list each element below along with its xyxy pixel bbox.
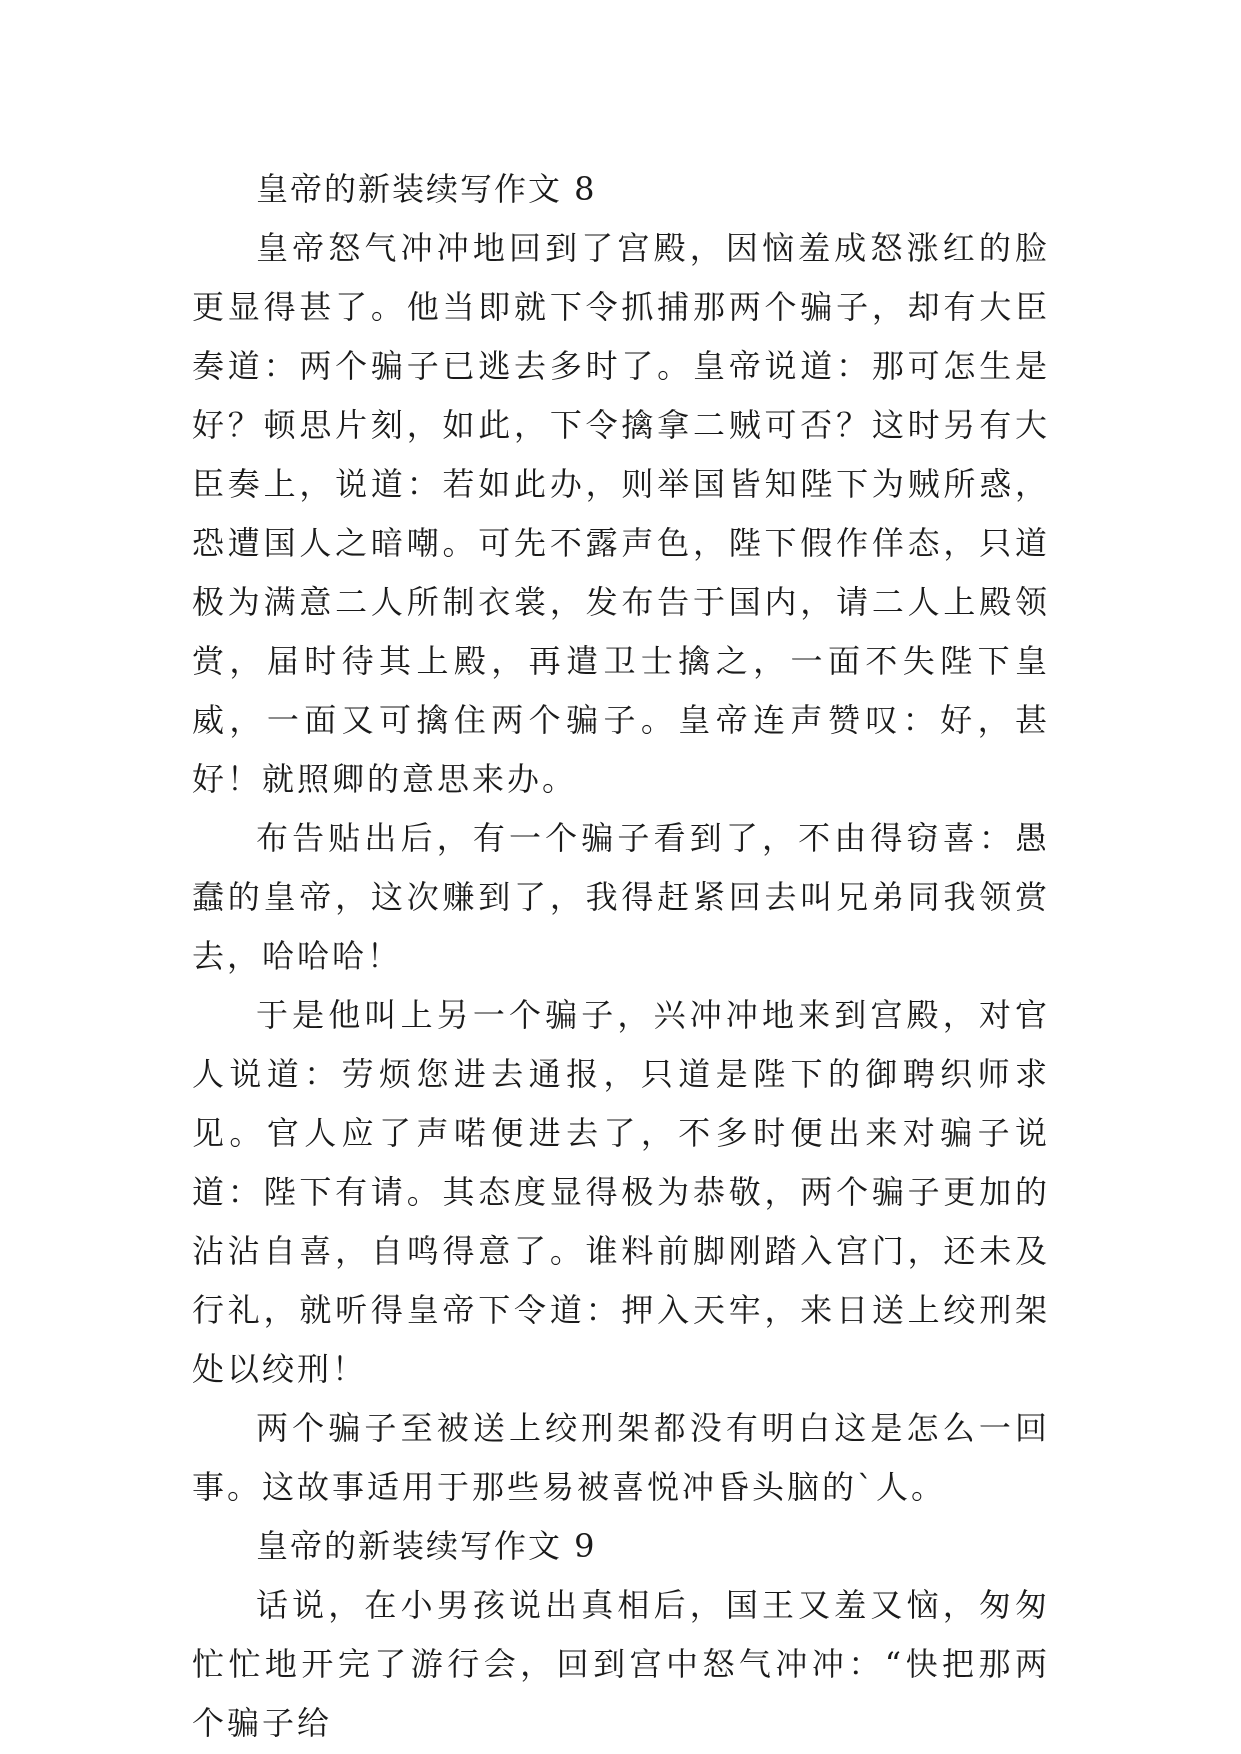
paragraph: 布告贴出后，有一个骗子看到了，不由得窃喜：愚蠢的皇帝，这次赚到了，我得赶紧回去叫兄弟同我领赏去，哈哈哈！ [192,819,1050,975]
essay-heading-8: 皇帝的新装续写作文 8 [256,170,597,208]
paragraph: 话说，在小男孩说出真相后，国王又羞又恼，匆匆忙忙地开完了游行会，回到宫中怒气冲冲：“快把那两个骗子给 [192,1586,1050,1742]
document-body [192,160,1050,1753]
essay-heading-9: 皇帝的新装续写作文 9 [256,1527,597,1565]
paragraph: 皇帝怒气冲冲地回到了宫殿，因恼羞成怒涨红的脸更显得甚了。他当即就下令抓捕那两个骗子，却有大臣奏道：两个骗子已逃去多时了。皇帝说道：那可怎生是好？顿思片刻，如此，下令擒拿二贼可否？这时另有大臣奏上，说道：若如此办，则举国皆知陛下为贼所惑，恐遭国人之暗嘲。可先不露声色，陛下假作佯态，只道极为满意二人所制衣裳，发布告于国内，请二人上殿领赏，届时待其上殿，再遣卫士擒之，一面不失陛下皇威，一面又可擒住两个骗子。皇帝连声赞叹：好，甚好！就照卿的意思来办。 [192,229,1050,798]
paragraph: 于是他叫上另一个骗子，兴冲冲地来到宫殿，对官人说道：劳烦您进去通报，只道是陛下的御聘织师求见。官人应了声喏便进去了，不多时便出来对骗子说道：陛下有请。其态度显得极为恭敬，两个骗子更加的沾沾自喜，自鸣得意了。谁料前脚刚踏入宫门，还未及行礼，就听得皇帝下令道：押入天牢，来日送上绞刑架处以绞刑！ [192,996,1050,1388]
paragraph: 两个骗子至被送上绞刑架都没有明白这是怎么一回事。这故事适用于那些易被喜悦冲昏头脑的`人。 [192,1409,1050,1506]
